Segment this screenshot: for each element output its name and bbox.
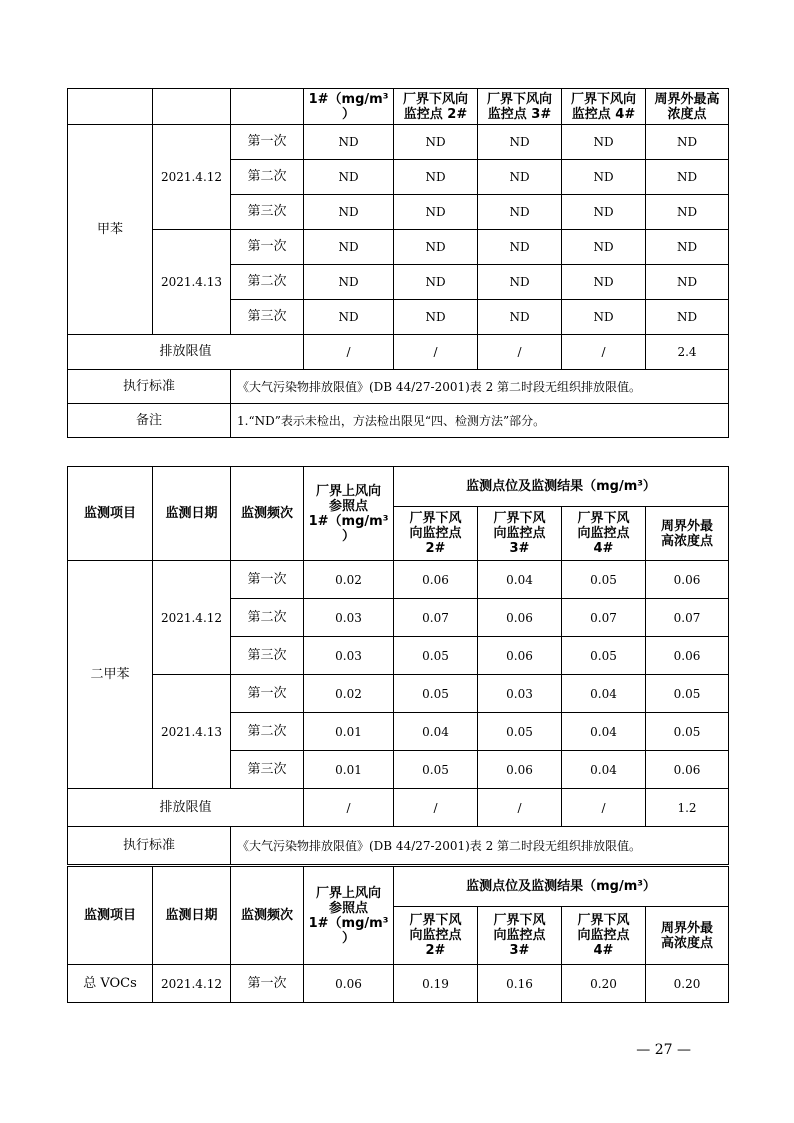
value-cell: ND [394,195,478,230]
limit-value: / [562,789,646,827]
value-cell: ND [562,160,646,195]
freq-cell: 第一次 [231,125,304,160]
value-cell: 0.05 [394,751,478,789]
limit-value: / [394,335,478,370]
freq-cell: 第二次 [231,160,304,195]
freq-cell: 第三次 [231,751,304,789]
header-downwind-2: 厂界下风 向监控点 2# [394,907,478,965]
freq-cell: 第一次 [231,965,304,1003]
limit-label: 排放限值 [68,789,304,827]
value-cell: 0.01 [304,713,394,751]
header-downwind-2: 厂界下风向 监控点 2# [394,89,478,125]
item-name: 二甲苯 [68,561,153,789]
freq-cell: 第三次 [231,300,304,335]
header-date: 监测日期 [153,467,231,561]
value-cell: ND [646,195,729,230]
header-downwind-2: 厂界下风 向监控点 2# [394,507,478,561]
value-cell: 0.04 [562,713,646,751]
value-cell: ND [562,195,646,230]
value-cell: 0.04 [562,675,646,713]
value-cell: ND [562,230,646,265]
value-cell: ND [304,160,394,195]
value-cell: ND [646,300,729,335]
header-group: 监测点位及监测结果（mg/m³） [394,467,729,507]
value-cell: 0.06 [478,599,562,637]
value-cell: 0.20 [562,965,646,1003]
freq-cell: 第二次 [231,713,304,751]
value-cell: 0.06 [394,561,478,599]
value-cell: ND [646,230,729,265]
value-cell: 0.01 [304,751,394,789]
header-downwind-3: 厂界下风向 监控点 3# [478,89,562,125]
value-cell: 0.05 [562,561,646,599]
value-cell: ND [304,265,394,300]
header-upwind: 厂界上风向 参照点 1#（mg/m³ ） [304,467,394,561]
header-downwind-3: 厂界下风 向监控点 3# [478,507,562,561]
value-cell: ND [646,125,729,160]
toluene-table [67,88,729,438]
value-cell: ND [304,195,394,230]
limit-value: / [304,335,394,370]
standard-text: 《大气污染物排放限值》(DB 44/27-2001)表 2 第二时段无组织排放限值。 [231,827,729,865]
value-cell: 0.05 [478,713,562,751]
value-cell: ND [394,160,478,195]
value-cell: 0.04 [562,751,646,789]
value-cell: 0.05 [394,637,478,675]
header-freq: 监测频次 [231,867,304,965]
limit-value: / [394,789,478,827]
value-cell: 0.03 [304,599,394,637]
value-cell: ND [646,160,729,195]
header-max-point: 周界外最 高浓度点 [646,507,729,561]
value-cell: 0.07 [646,599,729,637]
value-cell: 0.06 [304,965,394,1003]
header-item: 监测项目 [68,467,153,561]
freq-cell: 第一次 [231,561,304,599]
value-cell: ND [394,300,478,335]
note-label: 备注 [68,404,231,438]
header-group: 监测点位及监测结果（mg/m³） [394,867,729,907]
value-cell: 0.02 [304,561,394,599]
header-cell [68,89,153,125]
standard-label: 执行标准 [68,827,231,865]
page-number-text: — 27 — [636,1042,691,1058]
value-cell: 0.05 [394,675,478,713]
header-downwind-4: 厂界下风向 监控点 4# [562,89,646,125]
value-cell: 0.06 [646,561,729,599]
header-upwind: 厂界上风向 参照点 1#（mg/m³ ） [304,867,394,965]
value-cell: ND [478,160,562,195]
total-vocs-table [67,866,729,1003]
value-cell: ND [646,265,729,300]
value-cell: 0.04 [394,713,478,751]
freq-cell: 第三次 [231,637,304,675]
value-cell: ND [478,195,562,230]
value-cell: ND [304,300,394,335]
value-cell: ND [478,265,562,300]
xylene-table [67,466,729,865]
freq-cell: 第二次 [231,265,304,300]
item-name: 总 VOCs [68,965,153,1003]
standard-label: 执行标准 [68,370,231,404]
header-item: 监测项目 [68,867,153,965]
value-cell: ND [304,125,394,160]
value-cell: 0.19 [394,965,478,1003]
value-cell: ND [394,265,478,300]
standard-text: 《大气污染物排放限值》(DB 44/27-2001)表 2 第二时段无组织排放限值。 [231,370,729,404]
value-cell: 0.03 [478,675,562,713]
value-cell: ND [562,125,646,160]
limit-value: / [304,789,394,827]
date-cell: 2021.4.12 [153,561,231,675]
value-cell: 0.06 [646,751,729,789]
value-cell: 0.04 [478,561,562,599]
date-cell: 2021.4.13 [153,675,231,789]
value-cell: ND [562,265,646,300]
value-cell: ND [304,230,394,265]
limit-value: / [478,335,562,370]
freq-cell: 第三次 [231,195,304,230]
date-cell: 2021.4.12 [153,125,231,230]
limit-label: 排放限值 [68,335,304,370]
header-downwind-3: 厂界下风 向监控点 3# [478,907,562,965]
date-cell: 2021.4.12 [153,965,231,1003]
freq-cell: 第一次 [231,230,304,265]
value-cell: ND [478,300,562,335]
value-cell: 0.05 [646,675,729,713]
freq-cell: 第一次 [231,675,304,713]
note-text: 1.“ND”表示未检出，方法检出限见“四、检测方法”部分。 [231,404,729,438]
value-cell: 0.20 [646,965,729,1003]
value-cell: 0.16 [478,965,562,1003]
header-max-point: 周界外最高 浓度点 [646,89,729,125]
page-number [0,1042,794,1058]
freq-cell: 第二次 [231,599,304,637]
header-max-point: 周界外最 高浓度点 [646,907,729,965]
limit-value: 2.4 [646,335,729,370]
value-cell: 0.06 [646,637,729,675]
value-cell: ND [478,230,562,265]
header-date: 监测日期 [153,867,231,965]
value-cell: ND [478,125,562,160]
item-name: 甲苯 [68,125,153,335]
value-cell: 0.07 [562,599,646,637]
value-cell: ND [562,300,646,335]
header-upwind: 1#（mg/m³ ） [304,89,394,125]
limit-value: / [562,335,646,370]
value-cell: 0.07 [394,599,478,637]
value-cell: ND [394,230,478,265]
header-freq: 监测频次 [231,467,304,561]
limit-value: / [478,789,562,827]
value-cell: 0.03 [304,637,394,675]
value-cell: 0.05 [562,637,646,675]
date-cell: 2021.4.13 [153,230,231,335]
value-cell: 0.05 [646,713,729,751]
header-cell [153,89,231,125]
header-downwind-4: 厂界下风 向监控点 4# [562,907,646,965]
value-cell: 0.02 [304,675,394,713]
header-cell [231,89,304,125]
value-cell: ND [394,125,478,160]
value-cell: 0.06 [478,637,562,675]
limit-value: 1.2 [646,789,729,827]
value-cell: 0.06 [478,751,562,789]
header-downwind-4: 厂界下风 向监控点 4# [562,507,646,561]
